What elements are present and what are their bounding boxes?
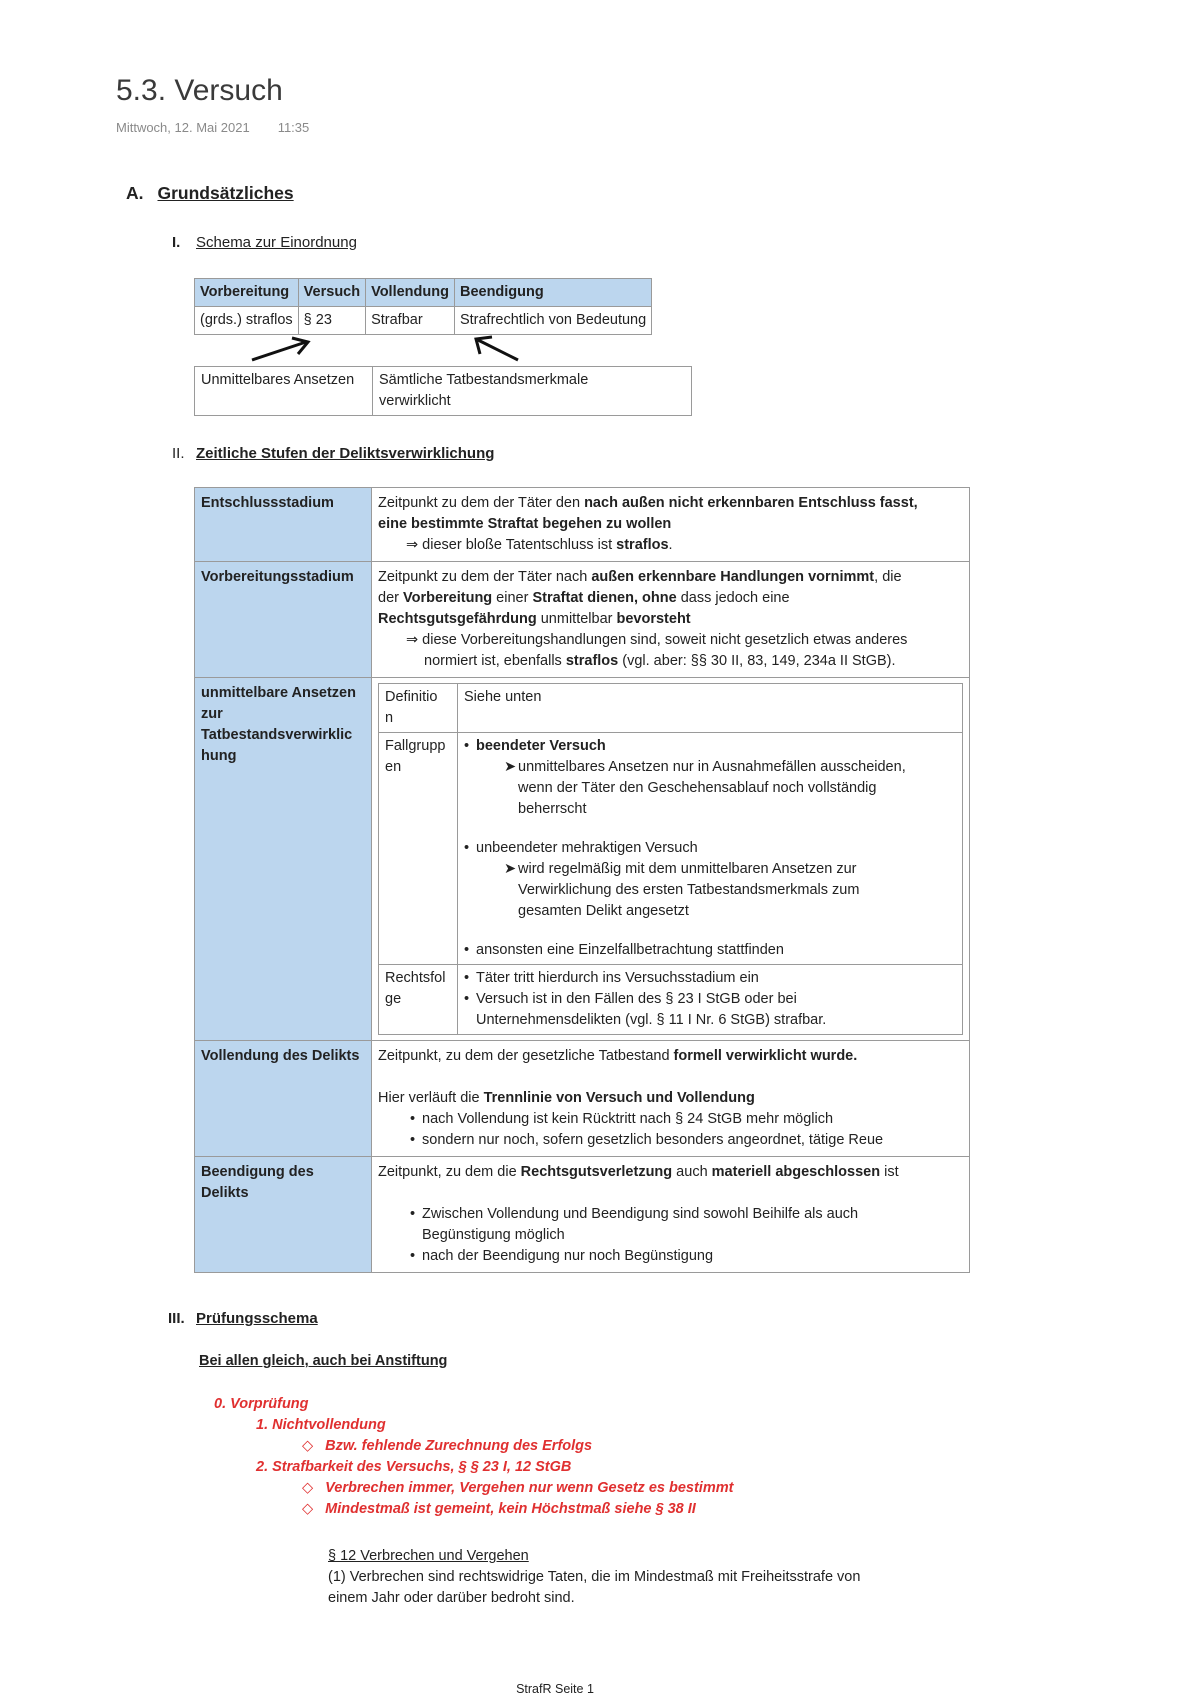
text-run: ist <box>880 1164 899 1180</box>
text-bold: bevorsteht <box>616 611 691 627</box>
pruef-item: 2. Strafbarkeit des Versuchs, § § 23 I, 12 StGB <box>256 1459 572 1475</box>
arrowhead-icon: ➤ <box>504 759 517 775</box>
section-3-number: III. <box>168 1310 185 1327</box>
rechtsfolge-list <box>464 968 956 1031</box>
section-3-title: Prüfungsschema <box>196 1310 318 1327</box>
label-line: Beendigung des <box>201 1164 314 1180</box>
pruef-subitem: Bzw. fehlende Zurechnung des Erfolgs <box>325 1438 593 1454</box>
text-bold: Straftat dienen, ohne <box>532 590 677 606</box>
section-1-title: Schema zur Einordnung <box>196 234 357 251</box>
section-a-heading <box>126 183 294 204</box>
stages-table <box>194 487 970 1273</box>
arrow-right-icon <box>476 337 518 360</box>
law-text: einem Jahr oder darüber bedroht sind. <box>328 1590 575 1606</box>
schema-table <box>194 278 652 335</box>
diamond-bullet-icon: ◇ <box>302 1480 314 1496</box>
text-bold: straflos <box>616 537 669 553</box>
text-bold: formell verwirklicht wurde. <box>673 1048 858 1064</box>
text-bold: nach außen nicht erkennbaren Entschluss fasst, <box>584 495 918 511</box>
text-run: Zeitpunkt, zu dem der gesetzliche Tatbestand <box>378 1048 674 1064</box>
inner-row <box>379 684 963 733</box>
verwirklicht-line: Sämtliche Tatbestandsmerkmale <box>379 372 589 388</box>
text-run: einer <box>492 590 533 606</box>
text-bold: Rechtsgutsgefährdung <box>378 611 537 627</box>
law-title: § 12 Verbrechen und Vergehen <box>328 1548 529 1564</box>
ansetzen-row <box>195 367 692 416</box>
list-item: • Täter tritt hierdurch ins Versuchsstadium ein <box>464 968 956 989</box>
text-bold: beendeter Versuch <box>476 738 606 754</box>
text-bold: eine bestimmte Straftat begehen zu wollen <box>378 516 672 532</box>
text-run: gesamten Delikt angesetzt <box>518 903 689 919</box>
page-title: 5.3. Versuch <box>116 74 283 107</box>
stage-label: Entschlussstadium <box>195 488 372 562</box>
schema-header-cell: Versuch <box>298 279 365 307</box>
ansetzen-cell: Unmittelbares Ansetzen <box>195 367 373 416</box>
label-line: Delikts <box>201 1185 249 1201</box>
text-run: Begünstigung möglich <box>422 1227 565 1243</box>
stage-text: Zeitpunkt zu dem der Täter den nach außen nicht erkennbaren Entschluss fasst, eine bestimmte Straftat begehen zu wollen ⇒ dieser bloße Tatentschluss ist straflos. <box>372 488 970 562</box>
page-date: Mittwoch, 12. Mai 2021 <box>116 120 250 135</box>
pruefungsschema-list <box>214 1394 733 1520</box>
inner-label <box>379 965 458 1035</box>
list-item: • ansonsten eine Einzelfallbetrachtung stattfinden <box>464 940 956 961</box>
text-run: wird regelmäßig mit dem unmittelbaren Ansetzen zur <box>518 861 857 877</box>
text-run: beherrscht <box>518 801 587 817</box>
label-line: zur <box>201 706 223 722</box>
text-run: Unternehmensdelikten (vgl. § 11 I Nr. 6 StGB) strafbar. <box>476 1012 827 1028</box>
pruef-subitem: Verbrechen immer, Vergehen nur wenn Gesetz es bestimmt <box>325 1480 734 1496</box>
schema-cell: (grds.) straflos <box>195 307 299 335</box>
label-line: en <box>385 759 402 775</box>
section-1-heading <box>172 234 357 251</box>
inner-label <box>379 684 458 733</box>
section-1-number: I. <box>172 234 181 251</box>
arrowhead-icon: ➤ <box>504 861 517 877</box>
inner-text <box>458 733 963 965</box>
schema-row <box>195 307 652 335</box>
text-bold: Trennlinie von Versuch und Vollendung <box>483 1090 755 1106</box>
schema-header-cell: Beendigung <box>454 279 651 307</box>
schema-header-row <box>195 279 652 307</box>
text-run: unmittelbares Ansetzen nur in Ausnahmefällen ausscheiden, <box>518 759 906 775</box>
stage-text <box>372 1157 970 1273</box>
stage-label <box>195 678 372 1041</box>
text-run: unbeendeter mehraktigen Versuch <box>476 840 698 856</box>
text-run: Zeitpunkt zu dem der Täter den <box>378 495 585 511</box>
page-time: 11:35 <box>277 120 310 135</box>
text-run: Zeitpunkt, zu dem die <box>378 1164 521 1180</box>
schema-header-cell: Vorbereitung <box>195 279 299 307</box>
inner-row <box>379 733 963 965</box>
text-run: Verwirklichung des ersten Tatbestandsmerkmals zum <box>518 882 860 898</box>
text-bold: Vorbereitung <box>403 590 493 606</box>
diamond-bullet-icon: ◇ <box>302 1438 314 1454</box>
schema-cell: § 23 <box>298 307 365 335</box>
text-run: • Versuch ist in den Fällen des § 23 I StGB oder bei <box>476 991 797 1007</box>
label-line: Fallgrupp <box>385 738 446 754</box>
section-2-number: II. <box>172 445 185 462</box>
page-meta <box>116 120 309 135</box>
text-run: wenn der Täter den Geschehensablauf noch vollständig <box>518 780 877 796</box>
inner-text: Siehe unten <box>458 684 963 733</box>
list-item <box>410 1204 963 1246</box>
text-run: dass jedoch eine <box>676 590 790 606</box>
section-2-heading <box>172 445 494 462</box>
text-run: der <box>378 590 403 606</box>
schema-arrows <box>240 334 540 366</box>
text-run: normiert ist, ebenfalls <box>424 653 566 669</box>
list-item: • nach der Beendigung nur noch Begünstigung <box>410 1246 963 1267</box>
stage-label <box>195 1157 372 1273</box>
inner-text <box>458 965 963 1035</box>
law-quote <box>328 1546 860 1609</box>
section-3-heading <box>168 1310 318 1327</box>
label-line: n <box>385 710 394 726</box>
text-bold: straflos <box>565 653 619 669</box>
page-footer <box>0 1682 1200 1696</box>
list-item: • sondern nur noch, sofern gesetzlich besonders angeordnet, tätige Reue <box>410 1130 963 1151</box>
list-item <box>464 736 956 838</box>
list-item: • nach Vollendung ist kein Rücktritt nach § 24 StGB mehr möglich <box>410 1109 963 1130</box>
stage-row <box>195 1041 970 1157</box>
pruef-item: 1. Nichtvollendung <box>256 1417 386 1433</box>
arrow-left-icon <box>252 338 308 360</box>
stage-row <box>195 488 970 562</box>
stage-text <box>372 562 970 678</box>
text-bold: Rechtsgutsverletzung <box>520 1164 673 1180</box>
stage-label: Vollendung des Delikts <box>195 1041 372 1157</box>
verwirklicht-cell <box>373 367 692 416</box>
text-run: ⇒ dieser bloße Tatentschluss ist <box>406 537 617 553</box>
text-run: • Zwischen Vollendung und Beendigung sind sowohl Beihilfe als auch <box>422 1206 859 1222</box>
stage-label: Vorbereitungsstadium <box>195 562 372 678</box>
list-item <box>464 989 956 1031</box>
label-line: unmittelbare Ansetzen <box>201 685 356 701</box>
section-a-title: Grundsätzliches <box>157 183 294 203</box>
diamond-bullet-icon: ◇ <box>302 1501 314 1517</box>
ansetzen-inner-table <box>378 683 963 1035</box>
text-run: Hier verläuft die <box>378 1090 484 1106</box>
text-bold: materiell abgeschlossen <box>711 1164 881 1180</box>
label-line: Rechtsfol <box>385 970 446 986</box>
pruef-subitem: Mindestmaß ist gemeint, kein Höchstmaß siehe § 38 II <box>325 1501 696 1517</box>
text-run: ⇒ diese Vorbereitungshandlungen sind, soweit nicht gesetzlich etwas anderes <box>406 632 908 648</box>
schema-cell: Strafbar <box>366 307 455 335</box>
text-bold: außen erkennbare Handlungen vornimmt <box>591 569 875 585</box>
text-run: unmittelbar <box>536 611 617 627</box>
section-2-title: Zeitliche Stufen der Deliktsverwirklichung <box>196 445 495 462</box>
schema-cell: Strafrechtlich von Bedeutung <box>454 307 651 335</box>
label-line: Tatbestandsverwirklic <box>201 727 353 743</box>
stage-row <box>195 562 970 678</box>
label-line: hung <box>201 748 237 764</box>
text-run: Zeitpunkt zu dem der Täter nach <box>378 569 592 585</box>
text-run: , die <box>874 569 902 585</box>
schema-header-cell: Vollendung <box>366 279 455 307</box>
law-text: (1) Verbrechen sind rechtswidrige Taten, die im Mindestmaß mit Freiheitsstrafe von <box>328 1569 861 1585</box>
inner-label <box>379 733 458 965</box>
ansetzen-table <box>194 366 692 416</box>
text-run: auch <box>672 1164 712 1180</box>
stage-text <box>372 678 970 1041</box>
inner-row <box>379 965 963 1035</box>
footer-text: StrafR Seite 1 <box>516 1682 594 1696</box>
stage-row <box>195 1157 970 1273</box>
stage-row <box>195 678 970 1041</box>
beendigung-list <box>378 1204 963 1267</box>
vollendung-list <box>378 1109 963 1151</box>
section-a-number: A. <box>126 183 144 203</box>
verwirklicht-line: verwirklicht <box>379 393 451 409</box>
text-run: (vgl. aber: §§ 30 II, 83, 149, 234a II StGB). <box>618 653 896 669</box>
pruef-item: 0. Vorprüfung <box>214 1396 309 1412</box>
list-item <box>464 838 956 940</box>
fallgruppen-list <box>464 736 956 961</box>
label-line: Definitio <box>385 689 438 705</box>
label-line: ge <box>385 991 402 1007</box>
section-3-subtitle: Bei allen gleich, auch bei Anstiftung <box>199 1353 448 1369</box>
stage-text <box>372 1041 970 1157</box>
